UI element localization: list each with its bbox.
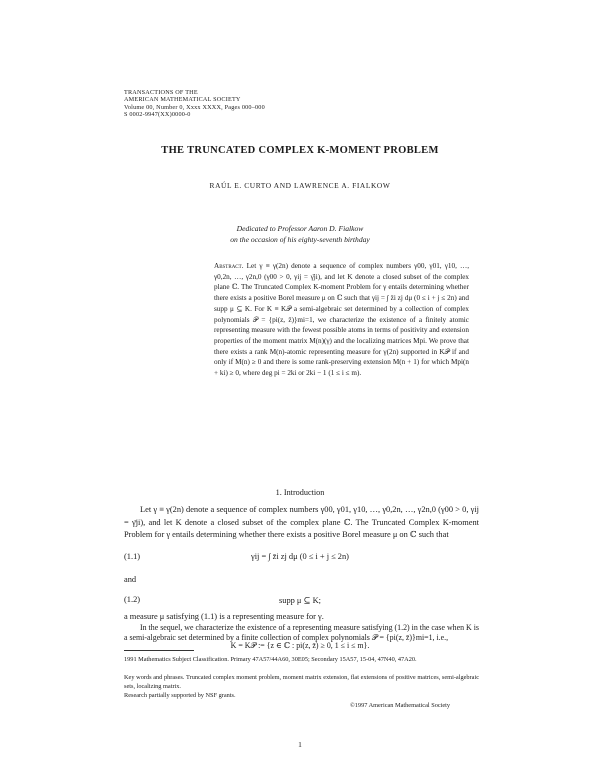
section-title: 1. Introduction [275, 488, 325, 497]
equation-tag-1-2: (1.2) [124, 595, 141, 604]
intro-paragraph-3: In the sequel, we characterize the existence of a representing measure satisfying (1.2) in the case when K is a semi-algebraic set determined by a finite collection of complex polynomials 𝒫 = {pi(z, z̄)}mi=1, i.e., [124, 623, 479, 642]
and-word: and [124, 575, 137, 584]
journal-line-2: AMERICAN MATHEMATICAL SOCIETY [124, 96, 241, 104]
dedication [0, 223, 600, 245]
journal-header [124, 89, 265, 119]
abstract-text: Let γ ≡ γ(2n) denote a sequence of complex numbers γ00, γ01, γ10, …, γ0,2n, …, γ2n,0 (γ00 > 0, γij = γ̄ji), and let K denote a closed subset of the complex plane ℂ. The Truncated Complex K-moment Problem for γ entails determining whether there exists a positive Borel measure μ on ℂ such that γij = ∫ z̄i zj dμ (0 ≤ i + j ≤ 2n) and supp μ ⊆ K. For K ≡ K𝒫 a semi-algebraic set determined by a collection of complex polynomials 𝒫 = {pi(z, z̄)}mi=1, we characterize the existence of a finitely atomic representing measure with the fewest possible atoms in terms of positivity and extension properties of the moment matrix M(n)(γ) and the localizing matrices Mpi. We prove that there exists a rank M(n)-atomic representing measure for γ(2n) supported in K𝒫 if and only if M(n) ≥ 0 and there is some rank-preserving extension M(n + 1) for which Mpi(n + ki) ≥ 0, where deg pi = 2ki or 2ki − 1 (1 ≤ i ≤ m). [214, 262, 469, 378]
footnote-keywords: Key words and phrases. Truncated complex moment problem, moment matrix extension, flat extensions of positive matrices, semi-algebraic sets, localizing matrix. [124, 674, 479, 690]
equation-tag-1-1: (1.1) [124, 552, 141, 561]
dedication-line-1: Dedicated to Professor Aaron D. Fialkow [236, 224, 364, 233]
abstract-label: Abstract. [214, 262, 244, 270]
journal-line-3: Volume 00, Number 0, Xxxx XXXX, Pages 000–000 [124, 103, 265, 111]
authors: RAÚL E. CURTO AND LAWRENCE A. FIALKOW [209, 181, 391, 190]
intro-paragraph-1: Let γ ≡ γ(2n) denote a sequence of complex numbers γ00, γ01, γ10, …, γ0,2n, …, γ2n,0 (γ00 > 0, γij = γ̄ji), and let K denote a closed subset of the complex plane ℂ. The Truncated Complex K-moment Problem for γ entails determining whether there exists a positive Borel measure μ on ℂ such that [124, 505, 479, 540]
copyright: ©1997 American Mathematical Society [350, 702, 451, 709]
paper-title: THE TRUNCATED COMPLEX K-MOMENT PROBLEM [161, 145, 439, 156]
dedication-line-2: on the occasion of his eighty-seventh birthday [230, 235, 370, 244]
equation-1-2: supp μ ⊆ K; [279, 596, 321, 605]
page-number: 1 [298, 740, 302, 749]
footnote-msc: 1991 Mathematics Subject Classification. Primary 47A57/44A60, 30E05; Secondary 15A57, 15-04, 47N40, 47A20. [124, 656, 417, 663]
journal-line-1: TRANSACTIONS OF THE [124, 89, 198, 96]
abstract [214, 261, 469, 379]
equation-1-1: γij = ∫ z̄i zj dμ (0 ≤ i + j ≤ 2n) [251, 552, 349, 561]
journal-line-4: S 0002-9947(XX)0000-0 [124, 111, 191, 119]
equation-k-p: K = K𝒫 := {z ∈ ℂ : pi(z, z̄) ≥ 0, 1 ≤ i ≤ m}. [230, 641, 370, 650]
footnote-support: Research partially supported by NSF grants. [124, 692, 236, 699]
intro-paragraph-2: a measure μ satisfying (1.1) is a representing measure for γ. [124, 612, 324, 621]
